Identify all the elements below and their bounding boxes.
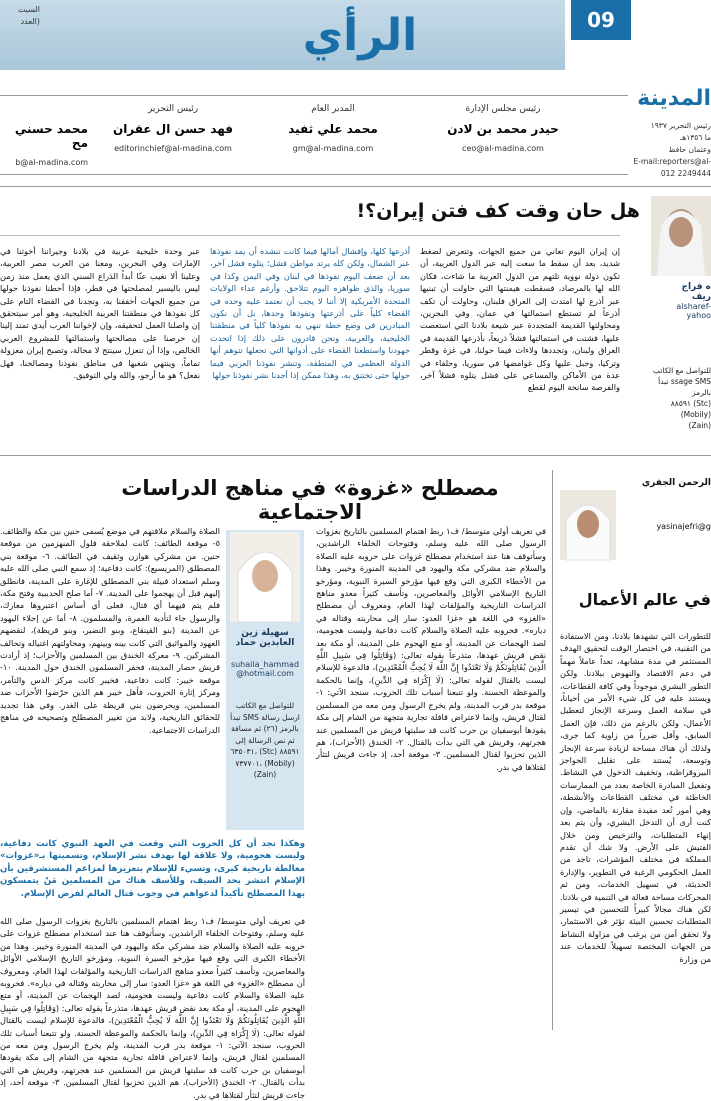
sms-line: ssage SMS تبدأ [658, 377, 711, 386]
staff-email: ceo@al-madina.com [462, 144, 544, 153]
page-number: 09 [571, 0, 631, 40]
page-header [0, 0, 711, 84]
sms-line: للتواصل مع الكاتب [235, 701, 295, 710]
column-divider [552, 470, 553, 1030]
staff-email: b@al-madina.com [15, 158, 88, 167]
article-column-3: عبر وحدة خليجية عربية في بلادنا وجيراننا أخوتنا في الإمارات وفي البحرين، ومعنا من العرب مصر العربية، وعلينا ألا نغيب عنّا أبداً الذراع السني الذي يعمل منذ زمن ليس باليسير لمصلحتها في قطر، فإذا أحطنا نفوذنا حولها من جميع الجهات أخففنا به، وتجدنا في القضاء التام على كل نفوذها في منطقتنا العربية الخليجية، وهو أمر سيتحقق إن واصلنا العمل لتحقيقه، وإن لإخواننا العرب أيدي تمتد إلينا إن حرصنا على مصالحتها واستمالتها للمشروع العربي الخالص، وإذا أن تنعزل سينتج لا محالة، وتصبح إيران معزولة تماماً، وينتهي شغبها في مناطق نفوذنا ومصالحنا، فهل نفعل؟ هو ما أرجو، والله ولي التوفيق. [0, 246, 200, 381]
staff-role: رئيس مجلس الإدارة [465, 104, 541, 114]
staff-name: حيدر محمد بن لادن [447, 122, 559, 136]
staff-name: فهد حسن ال عقران [112, 122, 234, 136]
sms-line: ثم نص الرسالة إلى [235, 735, 295, 745]
dateline-day: السبت [17, 5, 40, 14]
newspaper-logo: المدينة [637, 86, 711, 111]
staff-deputy [0, 96, 88, 176]
sms-line: بالرمز (٢٦) ثم مسافة [231, 724, 299, 733]
staff-strip [0, 95, 628, 175]
author-name: سهيلة زين العابدين حماد [235, 628, 295, 648]
sms-info [228, 700, 302, 781]
contact-line: E-mail:reporters@al- [633, 157, 711, 166]
staff-editor-in-chief [98, 96, 248, 176]
staff-general-manager [258, 96, 408, 176]
author-box [228, 628, 302, 648]
column-body: للتطورات التي تشهدها بلادنا، ومن الاستفادة من التقنية، في اختصار الوقت لتحقيق الهدف المستثمر في مدة مشابهة، تعداً عاملاً مهماً في دعم الاقتصاد والنهوض ببلادنا. ولكن التطور البشري موجوداً وفي كافة القطاعات، ويستند عليه في كل شيء الأمر من أحياناً، في سلامة العمل وسرعة الإنجاز لتعطيل الأعمال، ولكن بالرغم من ذلك، فإن العمل السابق، وأقل ضرراً من زاوية كما جرى، ولذلك أن هناك مساحة لزيادة سرعة الإنجاز وتوسعة، يُستند على تقليل الحواجز البيروقراطية، وتخفيف الدخول في النشاط. وتفعيل المبادرة الخاصة بعدد من الممارسات الخاطئة في مختلف القطاعات والأنشطة، وهي أمور تُعد مفيدة مقارنة بالماضي، وإن كنت أرى أن التدخل البشري، وأن يتم بعد إنهاء المتطلبات، والترخيص ومن خلال الفتيش على الأرض. ولا شك أن تقدم المملكة في مختلف المؤشرات، تاجد من العمل الحكومي الرغبة في التطوير، والإدارة الحديثة، في تسهيل الخدمات، ومن ثم المحركات مساحة فعالة في التنمية في بلادنا. لكن هناك مجالاً كبيراً للتحسين في تيسير المتطلبات تحسين البيئة تؤثر في الاستثمار، ولا تحقق أمن من يرغب في مزاولة النشاط من الجهات المختصة تسهيلاً للخدمات عند من وزارة [560, 631, 711, 964]
author-email: yasinajefri@g [656, 522, 711, 531]
section-title: الرأي [302, 10, 418, 61]
article-column-1: في تعريف أولي متوسط/ ف١ ربط اهتمام المسلمين بالتاريخ بغزوات الرسول صلى الله عليه وسلم، وفتوحات الخلفاء الراشدين، وسأتوقف هنا عند استخدام مصطلح غزوات على حروبه عليه الصلاة والسلام ضد مشركي مكة واليهود في المدينة المنورة وخيبر. وهذا من الأخطاء الكبرى التي وقع فيها مؤرخو السيرة النبوية، ومؤرخو التاريخ الإسلامي الأوائل والمعاصرين، وتأسف كثيراً معدو مناهج الدراسات التاريخية والمؤلفات لهذا العام، ومعروف أن مصطلح «الغزو» في اللغة هو «غزا العدو: سار إلى محاربته وقتاله في دياره». فحروبه عليه الصلاة والسلام كانت دفاعية وليست هجومية، لصد الهجمات عن المدينة، أو منع الهجوم على المدينة، أو مكة بعد نقض قريش عهدها، متذرعاً بقوله تعالى: (وَقَاتِلُوا فِي سَبِيلِ اللَّهِ الَّذِينَ يُقَاتِلُونَكُمْ وَلَا تَعْتَدُوا إِنَّ اللَّهَ لَا يُحِبُّ الْمُعْتَدِينَ)، فالدعوة للإسلام ليست بالقتال لقوله تعالى: (لَا إِكْرَاهَ فِي الدِّينِ)، وإنما بالحكمة والموعظة الحسنة. ولو تتبعنا أسباب تلك الحروب، سنجد الآتي: ١- موقعة بدر قرب المدينة، ولم يخرج الرسول ومن معه من المسلمين لقتال قريش، وإنما لاعتراض قافلة تجارية متجهة من الشام إلى مكة يقودها أبوسفيان بن حرب كانت قد سلبتها قريش من المسلمين عند هجرتهم، وقريش هي التي بدأت بالقتال. ٢- الخندق (الأحزاب)، هم الذين تحزبوا لقتال المسلمين. ٣- موقعة أحد، إذ جاءت قريش لتثأر لقتلاها في بدر. [316, 526, 546, 772]
sms-line: ٨٨٥٩١ (Stc) ،٦٣٥٠٣١ [230, 747, 300, 756]
author-email-domain: yahoo [686, 311, 711, 320]
article-headline: مصطلح «غزوة» في مناهج الدراسات الاجتماعية [121, 476, 499, 524]
article-column-2: الصلاة والسلام ملاقتهم في موضع يُسمى حنين بين مكة والطائف. ٥- موقعة الطائف: كانت لملاحقة فلول المنهزمين من موقعة حنين. من مشركي هوازن وثقيف في الطائف. ٦- موقعة بني المصطلق (المريسيع): كانت دفاعية؛ إذ سمع النبي صلى الله عليه وسلم استعداد قبيلة بني المصطلق للإغارة على المدينة، فانطلق إليهم قبل أن يهجموا على المدينة. ٧- أما صلح الحديبية وفتح مكة، فلم يتم فيهما أي قتال، فعلى أي أساس اعتبروها معارك، والرسول جاء لتأدية العمرة، والمسلمون. ٨- أما عن إجلاء اليهود عن المدينة (بنو القينقاع، وبنو النضير، وبنو قريظة)، لنقضهم العهود والمواثيق التي كانت بينه وبينهم، ومحاولتهم اغتياله وتحالف المشركين. ٩- معركة الخندق بين المسلمين والأحزاب؛ إذ أرادت قريش حصار المدينة، فحفر المسلمون الخندق حول المدينة. ١٠- موقعة خيبر: كانت دفاعية، فخيبر كانت مركز الدس والتآمر، ومركز إثارة الحروب، فأهل خيبر هم الذين حرّضوا الأحزاب ضد المسلمين، ويحرضون بني قريظة على الغدر. وفي هذا تجديد للحقائق التاريخية، ولابد من تغيير المصطلح وتصحيحه في مناهج الدراسات الاجتماعية. [0, 526, 220, 735]
author-email: alsharef- [676, 302, 711, 311]
author-photo [230, 532, 300, 622]
sms-line: ارسل رسالة SMS تبدأ [230, 712, 300, 722]
divider [0, 186, 711, 187]
contact-line: وعثمان حافظ [668, 145, 711, 154]
staff-name: محمد حسني مح [14, 122, 88, 150]
column-title: في عالم الأعمال [578, 590, 711, 609]
dateline-issue: (العدد [20, 17, 40, 26]
article-column-2: أذرعها كلها، وإفشال آمالها فيما كانت تنشده أن يمد نفوذها عبر الشمال، ولكن كله يرتد مواطن فشل؛ يتلوه فشل آخر، بعد أن ضعف اليوم نفوذها في لبنان وفي اليمن وكذا في سوريا، والذي ظواهره اليوم تتلاحق. وأرغم عداء الولايات المتحدة الأمريكية إلا أننا لا يجب أن نعتمد عليه وحده في القضاء كلياً على أذرعتها ونفوذها وحدها، بل أن نكون المبادرين في وضع خطة تنهي به نفوذها كلياً في منطقتنا الخليجية، والعربية، ونحن قادرون على ذلك إذا اتحدت جهودنا واستطعنا القضاء على أدواتها التي تجعلها تتوهم أنها الدولة العظمى في المنطقة، وتنشر نفوذنا العربي فيما حولها حتى تختنق به، وهذا ممكن إذا أجدنا نشر نفوذنا حولها [210, 246, 410, 381]
contact-line: 012 2249444 [660, 169, 711, 178]
staff-role: رئيس التحرير [147, 104, 199, 114]
sms-line: (Stc) ٨٨٥٩١ [670, 399, 711, 408]
author-portrait-icon [560, 490, 616, 560]
author-email: suhaila_hammad@hotmail.com [230, 660, 300, 678]
sms-line: للتواصل مع الكاتب [652, 366, 711, 375]
author-photo [651, 196, 711, 276]
sms-line: (Zain) [688, 421, 711, 430]
staff-board-chair [418, 96, 588, 176]
staff-email: editorinchief@al-madina.com [114, 144, 232, 153]
divider [0, 455, 711, 456]
author-portrait-icon [230, 532, 300, 622]
sms-line: (Mobily) ،٧٣٧٧٠١ [235, 758, 295, 768]
author-portrait-icon [651, 196, 711, 276]
author-name: الرحمن الجفري [641, 478, 711, 488]
contact-info [629, 120, 711, 180]
staff-email: gm@al-madina.com [292, 144, 374, 153]
sms-line: بالرمز [692, 388, 711, 397]
article-headline: هل حان وقت كف فتن إيران؟! [356, 200, 640, 222]
sms-info [633, 365, 711, 431]
article-column-1: إن إيران اليوم تعاني من جميع الجهات، وتتعرض لضغط شديد، بعد أن سقط ما سعت إليه عبر الدول العربية، أن تكون دولة نووية تلتهم من الدول العربية ما شاءت، فكان الله لها بالمرصاد، فسقطت هيمنتها التي حاولت أن تبنيها عبر أذرع لها امتدت إلى العراق فلبنان، وحاولت أن تكف أذرعاً لم تستطع استمالتها في عمان، وفي البحرين، ومحاولتها القديمة المتجددة عبر شيعة بلادنا التي استعصت عليها، فشتت في استمالتها فشلاً ذريعاً، بأذرعها القديمة في العراق ولبنان، وتجددها ولاءات فيما حولنا، في غزة وقطر وتركيا، وجبل عليها وكل غوامضها في سوريا، وحلفاء في عدة من الأماكن والمساعي على فشل يتلوه فشلاً آخر، والفرصة سانحة اليوم لقطع [420, 246, 620, 393]
author-name-line2: ريف [691, 292, 711, 302]
contact-line: ما ١٣٥٦هـ [680, 133, 711, 142]
article-column-3: في تعريف أولي متوسط/ ف١ ربط اهتمام المسلمين بالتاريخ بغزوات الرسول صلى الله عليه وسلم، وفتوحات الخلفاء الراشدين، وسأتوقف هنا عند استخدام مصطلح غزوات على حروبه عليه الصلاة والسلام ضد مشركي مكة واليهود في المدينة المنورة وخيبر. وهذا من الأخطاء الكبرى التي وقع فيها مؤرخو السيرة النبوية، ومؤرخو التاريخ الإسلامي الأوائل والمعاصرين، وتأسف كثيراً معدو مناهج الدراسات التاريخية والمؤلفات لهذا العام، ومعروف أن مصطلح «الغزو» في اللغة هو «غزا العدو: سار إلى محاربته وقتاله في دياره». فحروبه عليه الصلاة والسلام كانت دفاعية وليست هجومية، لصد الهجمات عن المدينة، أو منع الهجوم على المدينة، أو مكة بعد نقض قريش عهدها، متذرعاً بقوله تعالى: (وَقَاتِلُوا فِي سَبِيلِ اللَّهِ الَّذِينَ يُقَاتِلُونَكُمْ وَلَا تَعْتَدُوا إِنَّ اللَّهَ لَا يُحِبُّ الْمُعْتَدِينَ)، فالدعوة للإسلام ليست بالقتال لقوله تعالى: (لَا إِكْرَاهَ فِي الدِّينِ)، وإنما بالحكمة والموعظة الحسنة. ولو تتبعنا أسباب تلك الحروب، سنجد الآتي: ١- موقعة بدر قرب المدينة، ولم يخرج الرسول ومن معه من المسلمين لقتال قريش، وإنما لاعتراض قافلة تجارية متجهة من الشام إلى مكة يقودها أبوسفيان بن حرب كانت قد سلبتها قريش من المسلمين عند هجرتهم، وقريش هي التي بدأت بالقتال. ٢- الخندق (الأحزاب)، هم الذين تحزبوا لقتال المسلمين. ٣- موقعة أحد، إذ جاءت قريش لتثأر لقتلاها في بدر. [0, 916, 306, 1100]
sms-line: (Mobily) [680, 410, 711, 419]
contact-line: رئيس التحرير ١٩٣٧ [650, 121, 711, 130]
divider [0, 235, 620, 236]
dateline [0, 4, 40, 28]
staff-role: المدير العام [311, 104, 355, 114]
pull-quote: وهكذا نجد أن كل الحروب التي وقعت في العهد النبوي كانت دفاعية، وليست هجومية، ولا علاقة لها بهدف نشر الإسلام، وتسميتها بـ«غزوات» مغالطة تاريخية كبرى، وتسيء للإسلام بتعزيزها لمزاعم المستشرقين بأن الإسلام انتشر بحد السيف، وللأسف هناك من المسلمين مَنْ يتمسكون بهذا المصطلح تأكيداً لدعواهم في وجوب قتال العالم لفرض الإسلام. [0, 839, 305, 899]
author-box [633, 282, 711, 320]
author-photo [560, 490, 616, 560]
author-name: ه فراج [681, 282, 711, 292]
sms-line: (Zain) [253, 770, 277, 779]
staff-name: محمد علي ثفيد [288, 122, 378, 136]
